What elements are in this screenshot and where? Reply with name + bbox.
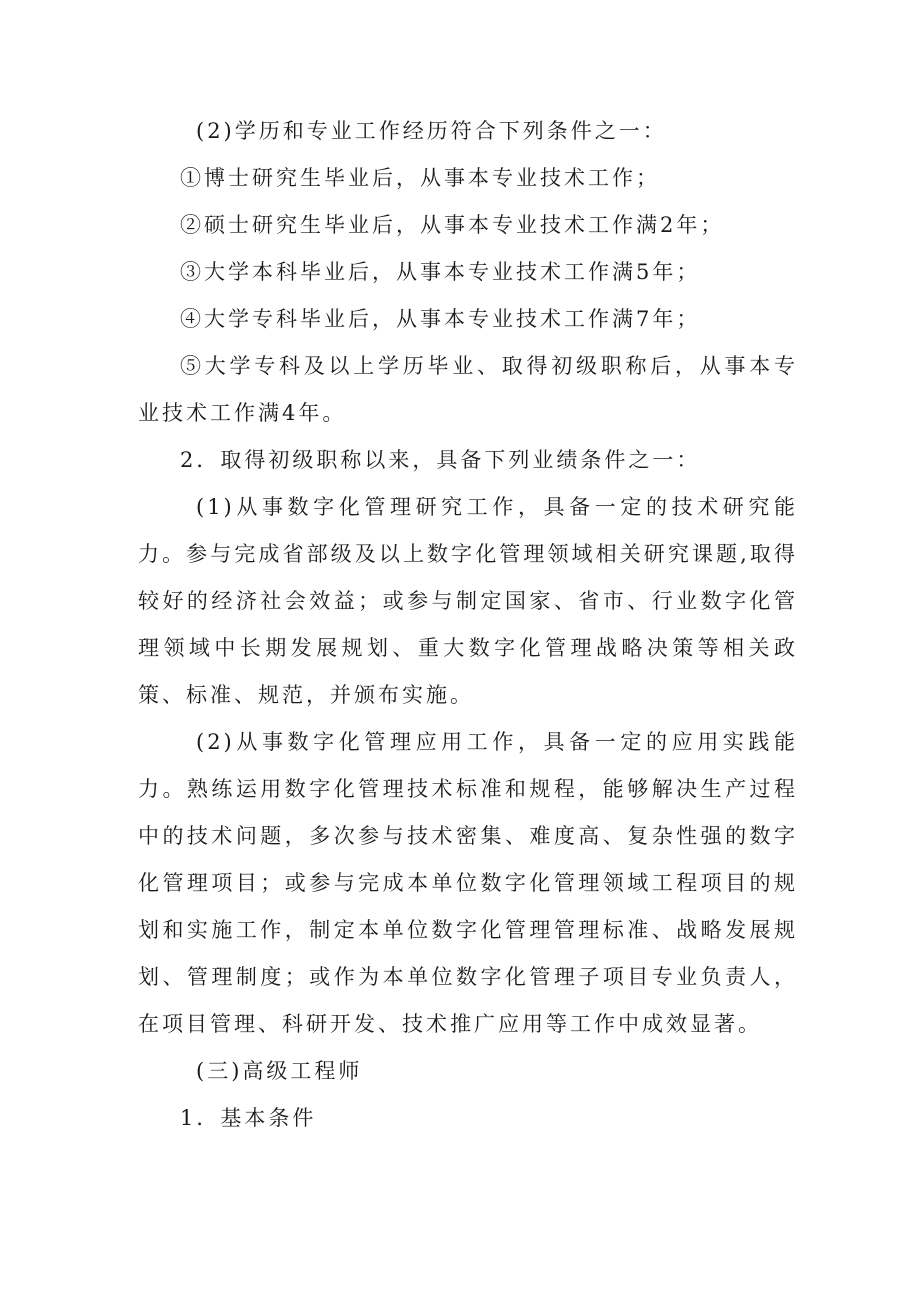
paragraph-application-work: (2)从事数字化管理应用工作，具备一定的应用实践能力。熟练运用数字化管理技术标准和规程，能够解决生产过程中的技术问题，多次参与技术密集、难度高、复杂性强的数字化管理项目；或参与完成本单位数字化管理领域工程项目的规划和实施工作，制定本单位数字化管理管理标准、战略发展规划、管理制度；或作为本单位数字化管理子项目专业负责人，在项目管理、科研开发、技术推广应用等工作中成效显著。 [138, 730, 798, 1036]
paragraph-education-conditions: (2)学历和专业工作经历符合下列条件之一： [196, 119, 667, 143]
paragraph-condition-bachelor: ③大学本科毕业后，从事本专业技术工作满5年； [180, 260, 701, 284]
paragraph-condition-junior-title: ⑤大学专科及以上学历毕业、取得初级职称后，从事本专业技术工作满4年。 [138, 354, 798, 425]
paragraph-performance-heading: 2．取得初级职称以来，具备下列业绩条件之一： [180, 448, 701, 472]
subsection-heading-basic-conditions: 1．基本条件 [180, 1106, 317, 1130]
document-body [138, 108, 798, 1142]
paragraph-condition-associate: ④大学专科毕业后，从事本专业技术工作满7年； [180, 307, 701, 331]
paragraph-research-work: (1)从事数字化管理研究工作，具备一定的技术研究能力。参与完成省部级及以上数字化管理领域相关研究课题,取得较好的经济社会效益；或参与制定国家、省市、行业数字化管理领域中长期发展规划、重大数字化管理战略决策等相关政策、标准、规范，并颁布实施。 [138, 495, 798, 707]
section-heading-senior-engineer: (三)高级工程师 [196, 1059, 363, 1083]
paragraph-condition-master: ②硕士研究生毕业后，从事本专业技术工作满2年； [180, 213, 725, 237]
paragraph-condition-doctorate: ①博士研究生毕业后，从事本专业技术工作； [180, 166, 660, 190]
